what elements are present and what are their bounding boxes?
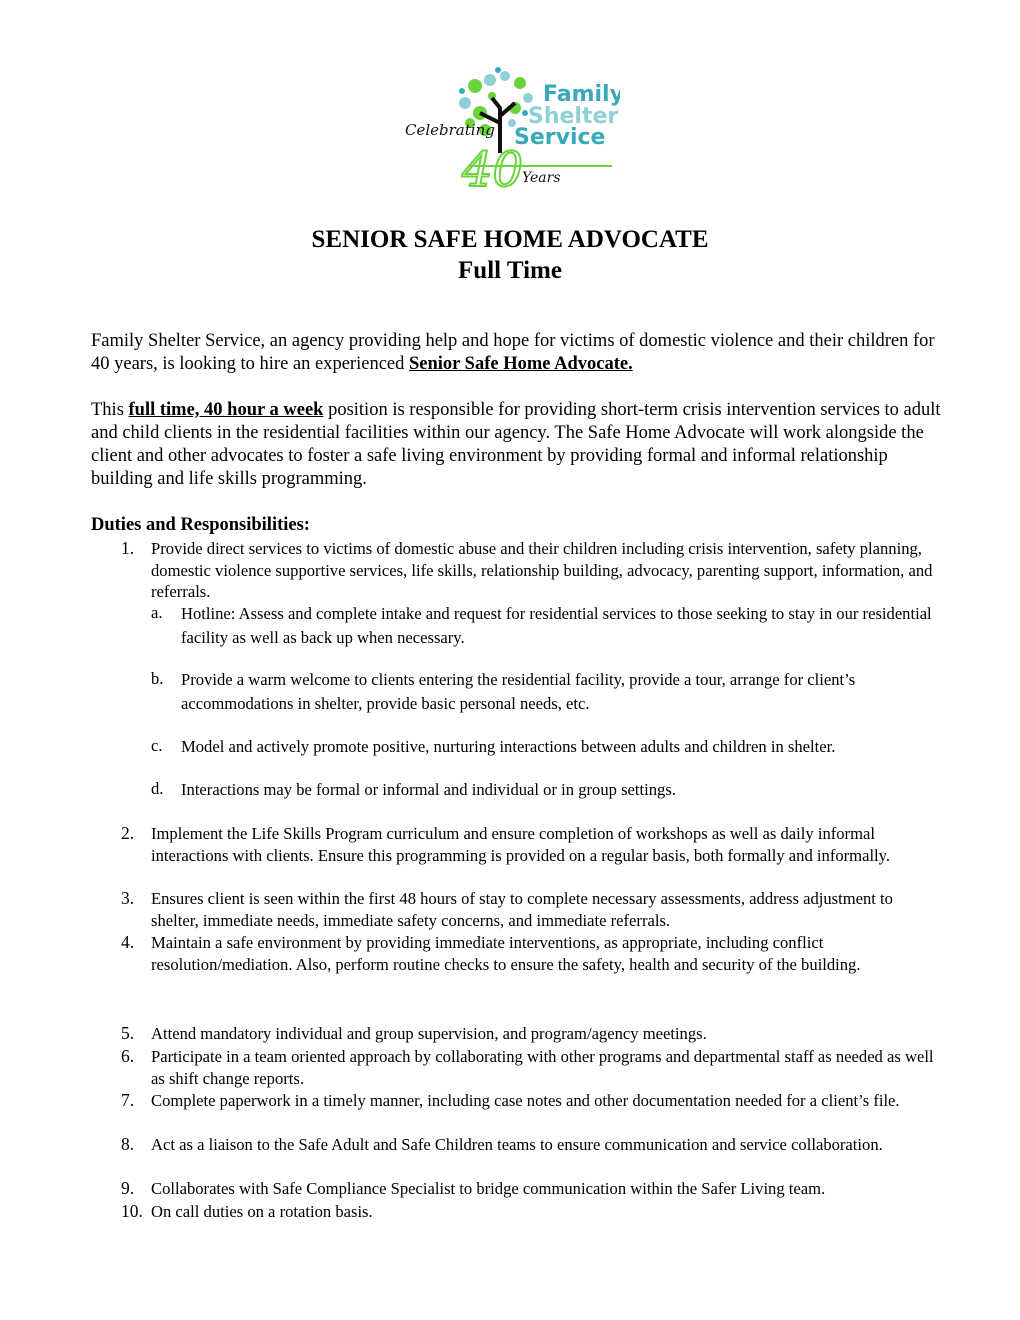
family-shelter-service-logo	[400, 58, 620, 193]
list-marker: 1.	[121, 538, 135, 558]
list-marker: 8.	[121, 1134, 135, 1154]
list-marker: 4.	[121, 932, 135, 952]
svg-text:Celebrating: Celebrating	[405, 121, 495, 139]
list-item-text: Provide direct services to victims of domestic abuse and their children including crisis intervention, safety planning, domestic violence supportive services, life skills, relationship building, advocacy, parenting support, information, and referrals.	[151, 539, 933, 601]
list-item-text: Attend mandatory individual and group supervision, and program/agency meetings.	[151, 1024, 707, 1043]
list-item-text: Hotline: Assess and complete intake and request for residential services to those seeking to stay in our residential facility as well as back up when necessary.	[181, 604, 932, 647]
list-marker: b.	[151, 669, 164, 688]
position-paragraph: This full time, 40 hour a week position is responsible for providing short-term crisis intervention services to adult and child clients in the residential facilities within our agency. The Safe Home Advocate will work alongside the client and other advocates to foster a safe living environment by providing formal and informal relationship building and life skills programming.	[91, 400, 941, 489]
list-marker: 9.	[121, 1178, 135, 1198]
list-item-text: Act as a liaison to the Safe Adult and Safe Children teams to ensure communication and service collaboration.	[151, 1135, 883, 1154]
list-marker: c.	[151, 736, 163, 755]
svg-text:Shelter: Shelter	[528, 104, 619, 129]
svg-text:Family: Family	[543, 82, 620, 107]
list-item-text: Interactions may be formal or informal and individual or in group settings.	[181, 780, 676, 799]
duties-heading: Duties and Responsibilities:	[91, 515, 310, 535]
svg-text:Years: Years	[522, 170, 561, 186]
intro-paragraph: Family Shelter Service, an agency providing help and hope for victims of domestic violence and their children for 40 years, is looking to hire an experienced Senior Safe Home Advocate.	[91, 331, 935, 374]
list-marker: 2.	[121, 823, 135, 843]
list-marker: 5.	[121, 1023, 135, 1043]
list-marker: a.	[151, 603, 163, 622]
list-item-text: Ensures client is seen within the first 48 hours of stay to complete necessary assessments, address adjustment to shelter, immediate needs, immediate safety concerns, and immediate referrals.	[151, 889, 893, 930]
svg-text:40: 40	[462, 142, 524, 193]
list-marker: 6.	[121, 1046, 135, 1066]
list-item-text: On call duties on a rotation basis.	[151, 1202, 373, 1221]
page-subtitle: Full Time	[458, 257, 562, 284]
list-item-text: Maintain a safe environment by providing immediate interventions, as appropriate, including conflict resolution/mediation. Also, perform routine checks to ensure the safety, health and security of the building.	[151, 933, 861, 974]
list-marker: 10.	[121, 1201, 143, 1221]
list-marker: d.	[151, 779, 164, 798]
list-item-text: Participate in a team oriented approach by collaborating with other programs and departmental staff as needed as well as shift change reports.	[151, 1047, 934, 1088]
list-item-text: Collaborates with Safe Compliance Specialist to bridge communication within the Safer Living team.	[151, 1179, 826, 1198]
svg-text:Service: Service	[514, 125, 606, 150]
list-item-text: Complete paperwork in a timely manner, including case notes and other documentation needed for a client’s file.	[151, 1091, 900, 1110]
list-marker: 7.	[121, 1090, 135, 1110]
page-title: SENIOR SAFE HOME ADVOCATE	[311, 226, 709, 253]
list-item-text: Provide a warm welcome to clients entering the residential facility, provide a tour, arrange for client’s accommodations in shelter, provide basic personal needs, etc.	[181, 670, 856, 713]
list-marker: 3.	[121, 888, 135, 908]
list-item-text: Implement the Life Skills Program curriculum and ensure completion of workshops as well as daily informal interactions with clients. Ensure this programming is provided on a regular basis, both formally and informally.	[151, 824, 891, 865]
list-item-text: Model and actively promote positive, nurturing interactions between adults and children in shelter.	[181, 737, 836, 756]
